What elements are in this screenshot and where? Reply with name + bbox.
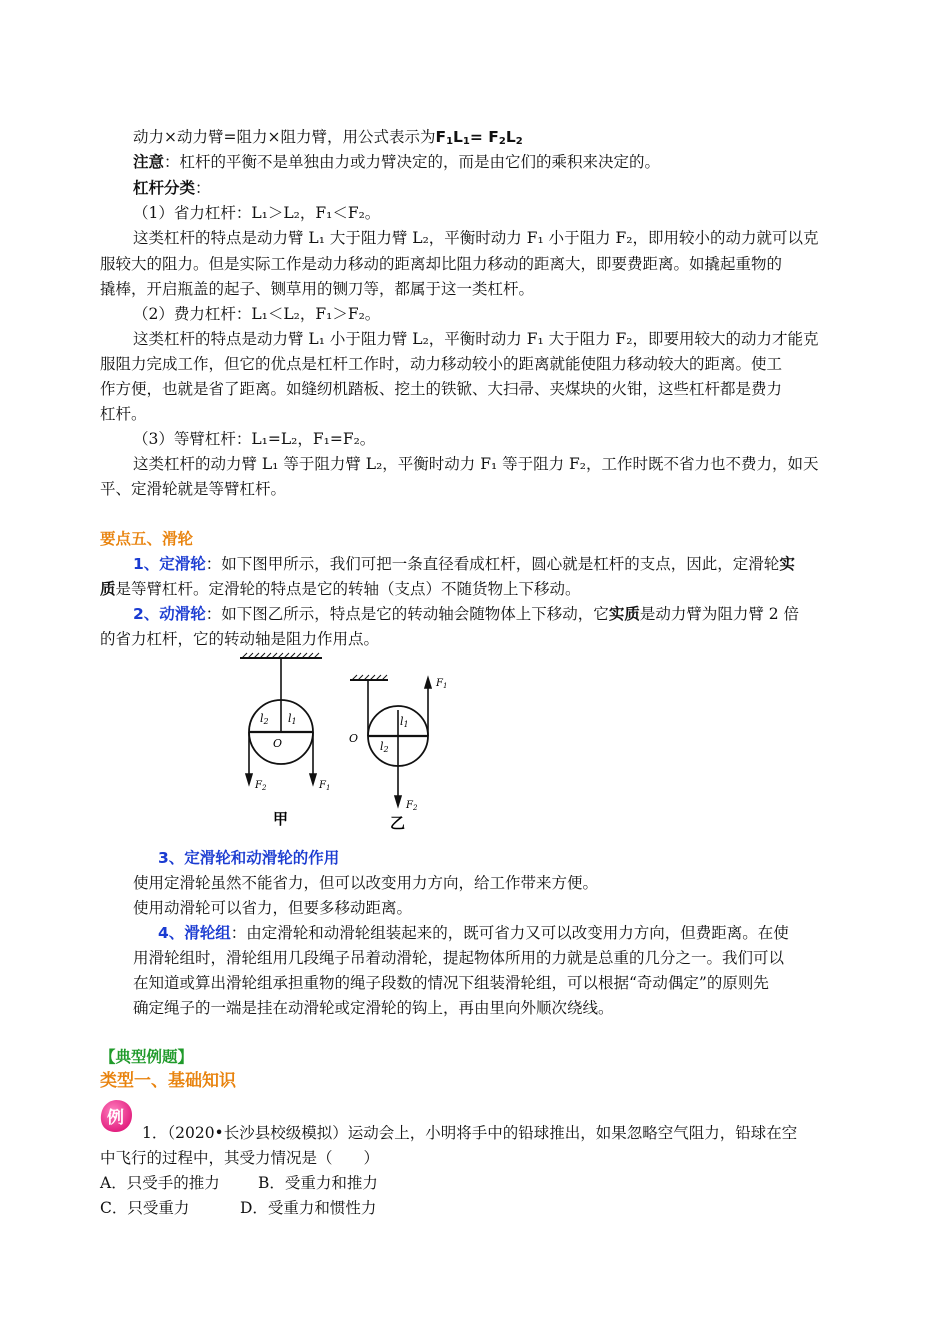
class-1-text-c: 撬棒，开启瓶盖的起子、铡草用的铡刀等，都属于这一类杠杆。 <box>100 280 535 298</box>
class-1-text-a: 这类杠杆的特点是动力臂 L₁ 大于阻力臂 L₂，平衡时动力 F₁ 小于阻力 F₂，即用较小的动力就可以克 <box>133 229 819 247</box>
svg-text:例: 例 <box>107 1108 124 1128</box>
svg-text:l1: l1 <box>288 712 297 726</box>
svg-text:l2: l2 <box>380 740 389 754</box>
label-jia: 甲 <box>273 810 289 828</box>
fixed-pulley-diagram <box>240 653 322 784</box>
movable-pulley-line-2: 的省力杠杆，它的转动轴是阻力作用点。 <box>100 630 380 648</box>
movable-pulley-diagram <box>350 675 431 806</box>
movable-pulley-label: 2、动滑轮 <box>133 605 206 623</box>
option-c: C．只受重力 <box>100 1199 190 1217</box>
type-1-heading: 类型一、基础知识 <box>100 1071 236 1091</box>
typical-examples-heading: 【典型例题】 <box>100 1048 194 1066</box>
fixed-pulley-label: 1、定滑轮 <box>133 555 206 573</box>
svg-text:F2: $F_2$ <box>406 800 418 812</box>
class-3-text-a: 这类杠杆的动力臂 L₁ 等于阻力臂 L₂，平衡时动力 F₁ 等于阻力 F₂，工作时既不省力也不费力，如天 <box>133 455 819 473</box>
svg-text:l2: l2 <box>260 712 269 726</box>
class-2-text-c: 作方便，也就是省了距离。如缝纫机踏板、挖土的铁锨、大扫帚、夹煤块的火钳，这些杠杆都是费力 <box>100 380 783 398</box>
question-1-line-b: 中飞行的过程中，其受力情况是（ ） <box>100 1149 380 1167</box>
example-badge-icon <box>98 1098 134 1134</box>
formula-text: 动力×动力臂=阻力×阻力臂，用公式表示为 <box>133 128 436 146</box>
label-yi: 乙 <box>390 814 406 832</box>
class-1-text-b: 服较大的阻力。但是实际工作是动力移动的距离却比阻力移动的距离大，即要费距离。如撬起重物的 <box>100 255 783 273</box>
svg-text:l1: l1 <box>400 715 409 729</box>
class-1-title: （1）省力杠杆：L₁＞L₂，F₁＜F₂。 <box>133 204 381 222</box>
pulley-figure <box>230 650 450 840</box>
svg-text:F2: $F_2$ <box>255 780 267 792</box>
formula-line <box>133 126 523 153</box>
class-2-title: （2）费力杠杆：L₁＜L₂，F₁＞F₂。 <box>133 305 381 323</box>
pulley-block-c: 在知道或算出滑轮组承担重物的绳子段数的情况下组装滑轮组，可以根据“奇动偶定”的原则先 <box>133 974 769 992</box>
option-d: D．受重力和惯性力 <box>240 1199 377 1217</box>
svg-text:O: O <box>273 737 283 750</box>
formula: $F_1L_1= F_2L_2$ <box>435 128 523 147</box>
fixed-pulley-line: 1、定滑轮：如下图甲所示，我们可把一条直径看成杠杆，圆心就是杠杆的支点，因此，定滑轮实 <box>133 555 795 573</box>
pulley-function-a: 使用定滑轮虽然不能省力，但可以改变用力方向，给工作带来方便。 <box>133 874 599 892</box>
pulley-block-line: 4、滑轮组：由定滑轮和动滑轮组装起来的，既可省力又可以改变用力方向，但费距离。在使 <box>158 924 789 942</box>
pulley-block-label: 4、滑轮组 <box>158 924 231 942</box>
note-text: ：杠杆的平衡不是单独由力或力臂决定的，而是由它们的乘积来决定的。 <box>164 153 661 171</box>
lever-class-heading: 杠杆分类： <box>133 179 211 197</box>
movable-pulley-line: 2、动滑轮：如下图乙所示，特点是它的转动轴会随物体上下移动，它实质是动力臂为阻力臂 2 倍 <box>133 605 800 623</box>
pulley-block-b: 用滑轮组时，滑轮组用几段绳子吊着动滑轮，提起物体所用的力就是总重的几分之一。我们可以 <box>133 949 785 967</box>
option-a: A．只受手的推力 <box>100 1174 220 1192</box>
section-5-heading: 要点五、滑轮 <box>100 530 194 548</box>
question-1-line-a: 1．（2020•长沙县校级模拟）运动会上，小明将手中的铅球推出，如果忽略空气阻力，铅球在空 <box>142 1124 798 1142</box>
pulley-function-b: 使用动滑轮可以省力，但要多移动距离。 <box>133 899 413 917</box>
class-3-text-b: 平、定滑轮就是等臂杠杆。 <box>100 480 287 498</box>
svg-text:F1: $F_1$ <box>319 780 331 792</box>
note-line <box>133 151 660 173</box>
pulley-block-d: 确定绳子的一端是挂在动滑轮或定滑轮的钩上，再由里向外顺次绕线。 <box>133 999 614 1017</box>
svg-text:O: O <box>349 732 359 745</box>
svg-text:F1: $F_1$ <box>436 678 448 690</box>
pulley-function-heading: 3、定滑轮和动滑轮的作用 <box>158 849 340 867</box>
class-2-text-d: 杠杆。 <box>100 405 147 423</box>
fixed-pulley-line-2: 质是等臂杠杆。定滑轮的特点是它的转轴（支点）不随货物上下移动。 <box>100 580 581 598</box>
class-2-text-a: 这类杠杆的特点是动力臂 L₁ 小于阻力臂 L₂，平衡时动力 F₁ 大于阻力 F₂，即要用较大的动力才能克 <box>133 330 819 348</box>
option-b: B．受重力和推力 <box>258 1174 378 1192</box>
class-2-text-b: 服阻力完成工作，但它的优点是杠杆工作时，动力移动较小的距离就能使阻力移动较大的距离。使工 <box>100 355 783 373</box>
note-label: 注意 <box>133 153 165 171</box>
class-3-title: （3）等臂杠杆：L₁=L₂，F₁=F₂。 <box>133 430 376 448</box>
